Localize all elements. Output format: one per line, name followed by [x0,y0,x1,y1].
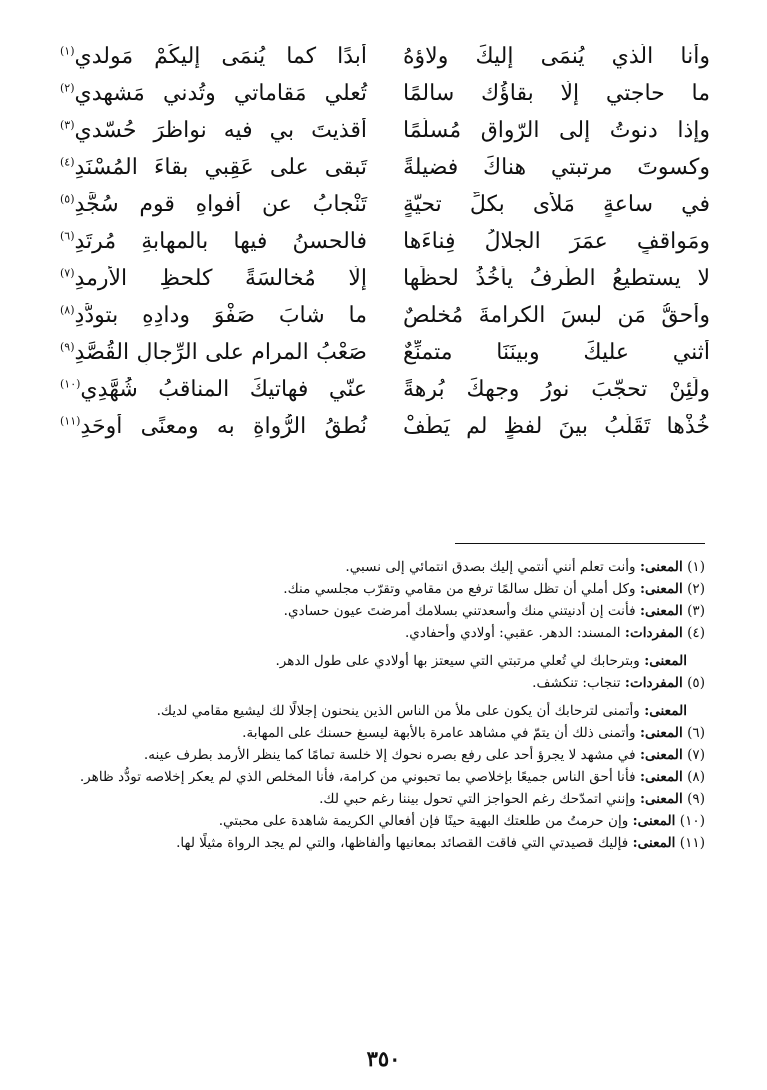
footnote-number: (٦) [687,725,705,741]
verse-first-hemistich: ولَئِنْ تحجّبَ نورُ وجهكَ بُرهةً [403,377,710,402]
footnote-label: المعنى: [644,703,687,719]
footnote-reference: (٩) [60,340,75,354]
footnote-number: (٣) [687,603,705,619]
page-number: ٣٥٠ [366,1046,401,1071]
footnote [57,622,705,644]
footnote [57,578,705,600]
poem [60,38,710,445]
verse-second-text: ما شابَ صَفْوَ ودادِهِ بتودُّدِ [74,303,367,328]
verse-second-text: عنّي فهاتيكَ المناقبُ شُهَّدِي [80,377,367,402]
verse-second-hemistich [60,303,377,328]
footnote-reference: (٢) [60,81,75,95]
footnote [57,832,705,854]
footnote-reference: (٦) [60,229,75,243]
verse-first-hemistich: وأحقُّ مَن لبسَ الكرامةَ مُخلصٌ [403,303,710,328]
footnotes [57,556,705,854]
footnote [57,766,705,788]
footnote-reference: (٥) [60,192,75,206]
footnote-label: المعنى: [632,813,676,829]
verse-second-hemistich [60,266,377,291]
verse-line [60,75,710,112]
verse-second-hemistich [60,155,377,180]
verse-second-hemistich [60,81,377,106]
footnote-reference: (١) [60,44,75,58]
footnote [57,722,705,744]
verse-line [60,223,710,260]
footnote-label: المعنى: [632,835,676,851]
footnote-number: (٢) [687,581,705,597]
footnote-label: المعنى: [639,747,683,763]
footnote-text: وأنت تعلم أنني أنتمي إليك بصدق انتمائي إلى نسبي. [345,559,636,575]
footnote-number: (١١) [679,835,705,851]
verse-line [60,334,710,371]
footnote-reference: (٧) [60,266,75,280]
footnote-number: (٨) [687,769,705,785]
footnote-divider [455,543,705,544]
footnote-text: فإليك قصيدتي التي فاقت القصائد بمعانيها وألفاظها، والتي لم يجد الرواة مثيلًا لها. [176,835,629,851]
verse-second-text: أقذيتَ بي فيه نواظرَ حُسّدي [74,118,367,143]
footnote [57,788,705,810]
footnote-number: (٥) [687,675,705,691]
verse-second-text: تَبقى على عَقِبي بقاءَ المُسْنَدِ [74,155,367,180]
verse-second-hemistich [60,192,377,217]
verse-first-hemistich: وأنا الّذي يُنمَى إليكَ ولاؤهُ [403,44,710,69]
footnote-label: المفردات: [624,675,683,691]
footnote [57,810,705,832]
verse-second-hemistich [60,118,377,143]
verse-line [60,260,710,297]
verse-line [60,149,710,186]
verse-first-hemistich: لا يستطيعُ الطّرفُ يأخُذُ لحظَها [403,266,710,291]
footnote-reference: (١١) [60,414,81,428]
footnote-label: المفردات: [624,625,683,641]
footnote-number: (١) [687,559,705,575]
footnote [57,672,705,694]
footnote-text: المسند: الدهر. عقبي: أولادي وأحفادي. [404,625,621,641]
verse-second-text: إلّا مُخالسَةً كلحظِ الأرمدِ [74,266,367,291]
verse-second-hemistich [60,414,377,439]
footnote-label: المعنى: [639,791,683,807]
footnote [57,556,705,578]
footnote-label: المعنى: [639,725,683,741]
verse-second-text: تَنْجابُ عن أفواهِ قومٍ سُجَّدِ [74,192,367,217]
footnote [57,650,705,672]
footnote-text: فأنا أحق الناس جميعًا بإخلاصي بما تحبوني من كرامة، فأنا المخلص الذي لم يعكر إخلاصه تودُّد ظاهر. [79,769,636,785]
footnote-text: تنجاب: تنكشف. [532,675,621,691]
verse-second-text: تُعلي مَقاماتي وتُدني مَشهدي [74,81,367,106]
verse-line [60,112,710,149]
verse-second-hemistich [60,377,377,402]
verse-second-text: صَعْبُ المرامِ على الرِّجالِ القُصَّدِ [74,340,367,365]
verse-line [60,297,710,334]
footnote-number: (١٠) [679,813,705,829]
footnote-label: المعنى: [639,559,683,575]
footnote-text: فأنت إن أدنيتني منك وأسعدتني بسلامك أمرضتَ عيون حسادي. [283,603,636,619]
footnote-number: (٩) [687,791,705,807]
verse-second-hemistich [60,44,377,69]
verse-second-text: أبدًا كما يُنمَى إليكُمْ مَولدي [74,44,367,69]
verse-first-hemistich: وكسوتَ مرتبتي هناكَ فضيلةً [403,155,710,180]
footnote-label: المعنى: [639,769,683,785]
verse-line [60,371,710,408]
footnote-reference: (٨) [60,303,75,317]
footnote-reference: (٤) [60,155,75,169]
footnote [57,700,705,722]
verse-first-hemistich: أُثني عليكَ وبينَنَا متمنِّعٌ [403,340,710,365]
footnote-text: وبترحابك لي تُعلي مرتبتي التي سيعتز بها أولادي على طول الدهر. [275,653,640,669]
footnote-label: المعنى: [639,581,683,597]
footnote-label: المعنى: [639,603,683,619]
footnote-text: في مشهد لا يجرؤ أحد على رفع بصره نحوك إلا خلسة تمامًا كما ينظر الأرمد بطرف عينه. [143,747,636,763]
verse-first-hemistich: خُذْها تَقَلَّبُ بينَ لفظٍ لم يَطُفْ [403,414,710,439]
verse-line [60,38,710,75]
verse-first-hemistich: ومَواقفٍ عمَرَ الجلالُ فِناءَها [403,229,710,254]
footnote-number: (٤) [687,625,705,641]
footnote-reference: (١٠) [60,377,81,391]
verse-first-hemistich: في ساعةٍ مَلأى بكلِّ تحيّةٍ [403,192,710,217]
footnote-label: المعنى: [644,653,687,669]
footnote-text: وكل أملي أن تظل سالمًا ترفع من مقامي وتقرّب مجلسي منك. [283,581,636,597]
footnote-number: (٧) [687,747,705,763]
footnote-text: وأتمنى لترحابك أن يكون على ملأ من الناس الذين ينحنون إجلالًا لك ليشيع مقامي لديك. [156,703,640,719]
verse-second-hemistich [60,229,377,254]
footnote [57,744,705,766]
footnote-text: وإنني اتمدّحك رغم الحواجز التي تحول بيننا رغم حبي لك. [319,791,636,807]
verse-first-hemistich: ما حاجتي إلّا بقاؤُك سالمًا [403,81,710,106]
footnote [57,600,705,622]
verse-line [60,408,710,445]
footnote-text: وأتمنى ذلك أن يتمّ في مشاهد عامرة بالأبهة ليسبغ حسنك على المهابة. [242,725,636,741]
footnote-reference: (٣) [60,118,75,132]
footnote-text: وإن حرمتُ من طلعتك البهية حينًا فإن أفعالي الكريمة شاهدة على محبتي. [218,813,629,829]
verse-line [60,186,710,223]
verse-first-hemistich: وإذا دنوتُ إلى الرّواقِ مُسلّمًا [403,118,710,143]
verse-second-text: نُطقُ الرُّواةِ به ومعنًى أوحَدِ [80,414,367,439]
verse-second-text: فالحسنُ فيها بالمهابةِ مُرتَدِ [74,229,367,254]
verse-second-hemistich [60,340,377,365]
